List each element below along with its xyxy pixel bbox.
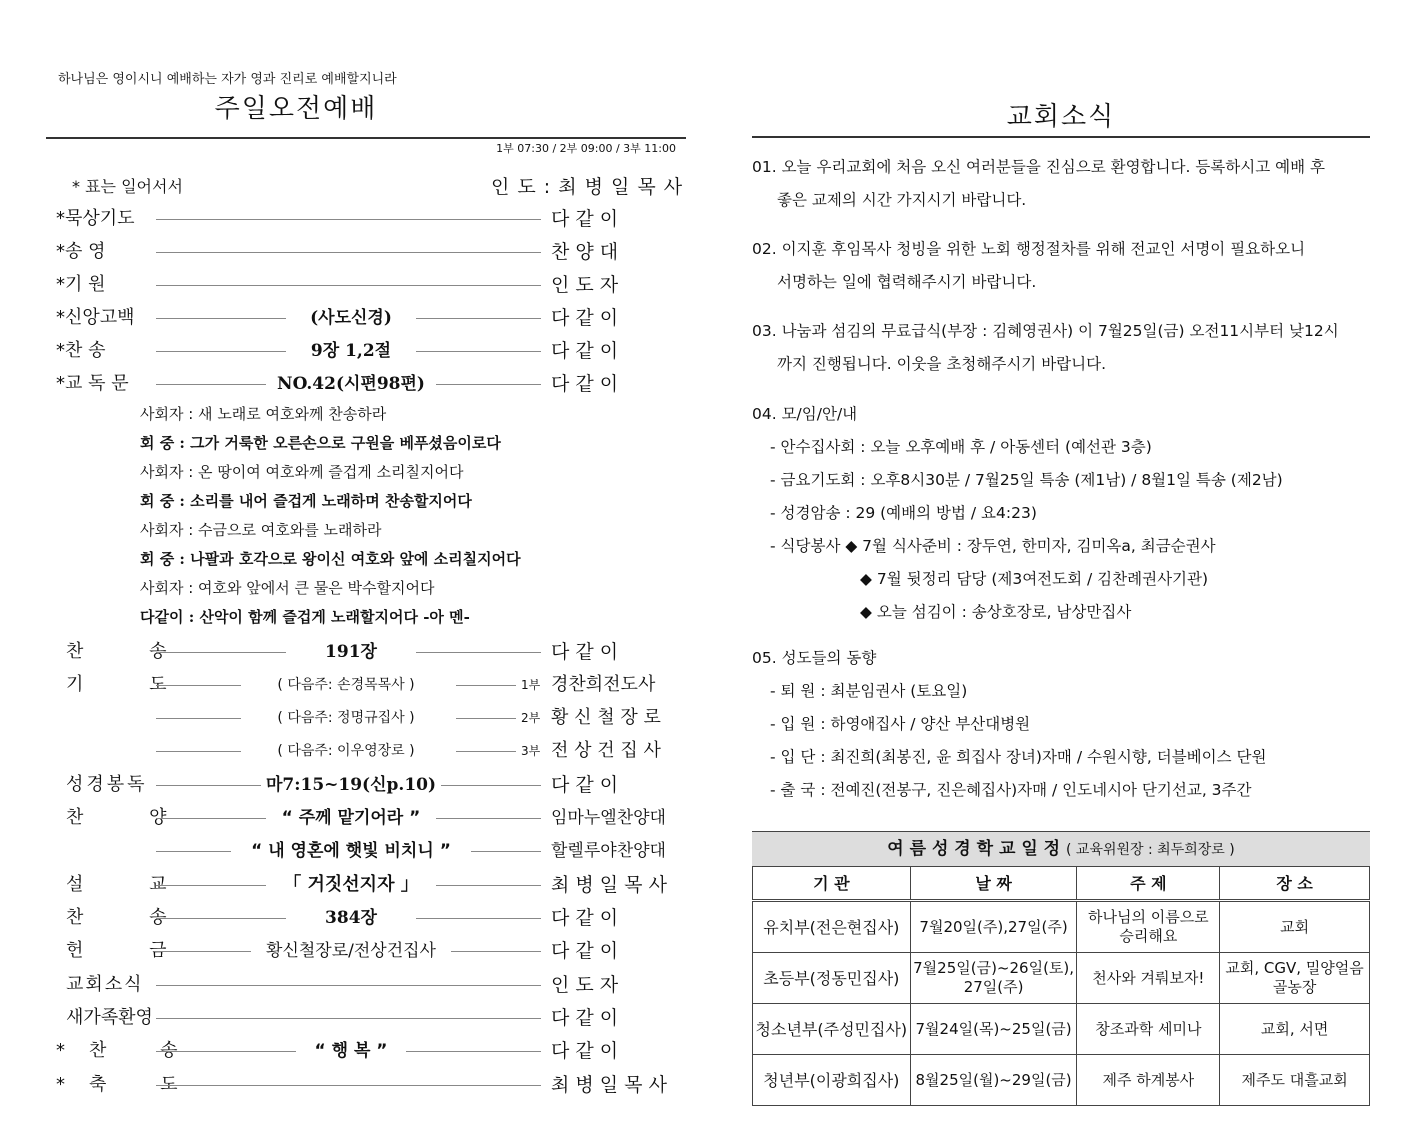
item-prayer-2: [46, 703, 686, 733]
table-cell: 제주도 대흘교회: [1220, 1055, 1370, 1106]
news-line: - 퇴 원 : 최분임권사 (토요일): [770, 682, 968, 700]
news-line: 좋은 교제의 시간 가지시기 바랍니다.: [777, 191, 1027, 209]
standing-note: * 표는 일어서서: [72, 177, 183, 196]
table-header: 날 짜: [910, 867, 1077, 901]
table-header-row: [753, 867, 1370, 901]
service-part: 1부: [521, 678, 541, 692]
news-item-3: [752, 315, 1370, 381]
leader-line: [451, 951, 541, 952]
item-label: 찬 양: [66, 807, 197, 828]
table-header: 주 제: [1077, 867, 1220, 901]
leader-line: [156, 318, 286, 319]
leader-line: [156, 652, 286, 653]
item-right: 최 병 일 목 사: [551, 1074, 667, 1096]
item-right: 다 같 이: [551, 340, 619, 362]
leader-line: [156, 818, 266, 819]
item-center: “ 행 복 ”: [314, 1041, 388, 1061]
item-center: 「 거짓선지자 」: [283, 874, 419, 895]
item-right: 다 같 이: [551, 307, 619, 329]
item-hymn-2: [46, 637, 686, 667]
news-line: - 입 단 : 최진희(최봉진, 윤 희집사 장녀)자매 / 수원시향, 더블베이스 단원: [770, 748, 1267, 766]
item-right: 인 도 자: [551, 974, 619, 996]
table-cell: 초등부(정동민집사): [753, 953, 911, 1004]
service-part: 2부: [521, 711, 541, 725]
leader-line: [156, 285, 541, 286]
leader-line: [436, 384, 541, 385]
standing-note-row: [46, 172, 686, 202]
news-line: ◆ 7월 뒷정리 담당 (제3여전도회 / 김찬례권사기관): [860, 570, 1209, 588]
table-cell: 교회, 서면: [1220, 1004, 1370, 1055]
leader-line: [156, 1051, 296, 1052]
item-center: “ 주께 맡기어라 ”: [281, 808, 421, 828]
item-center: NO.42(시편98편): [277, 374, 425, 394]
news-line: 02. 이지훈 후임목사 청빙을 위한 노회 행정절차를 위해 전교인 서명이 필요하오니: [752, 240, 1306, 258]
leader-line: [156, 985, 541, 986]
item-right: 인 도 자: [551, 274, 619, 296]
item-label: *송 영: [56, 241, 106, 262]
table-cell: 청소년부(주성민집사): [753, 1004, 911, 1055]
item-right: 다 같 이: [551, 373, 619, 395]
leader-line: [416, 652, 541, 653]
title-divider: [752, 136, 1370, 138]
item-responsive-reading: [46, 369, 686, 399]
schedule-title-bar: [752, 831, 1370, 867]
leader-line: [456, 751, 516, 752]
leader-line: [156, 718, 241, 719]
item-anthem-2: [46, 836, 686, 866]
table-cell: 천사와 겨뤄보자!: [1077, 953, 1220, 1004]
item-center: ( 다음주: 이우영장로 ): [277, 743, 415, 759]
leader-line: [156, 1085, 541, 1086]
item-doxology: [46, 237, 686, 267]
leader-line: [156, 1018, 541, 1019]
item-offering: [46, 936, 686, 966]
news-line: - 안수집사회 : 오늘 오후예배 후 / 아동센터 (예선관 3층): [770, 438, 1152, 456]
leader-line: [156, 219, 541, 220]
news-item-5: [752, 642, 1370, 807]
responsive-line: 사회자 : 여호와 앞에서 큰 물은 박수할지어다: [140, 579, 435, 597]
item-label: *찬 송: [56, 1040, 202, 1061]
item-center: 384장: [325, 908, 377, 928]
item-scripture: [46, 770, 686, 800]
item-right: 다 같 이: [551, 1007, 619, 1029]
item-church-news: [46, 970, 686, 1000]
item-right: 최 병 일 목 사: [551, 874, 667, 896]
item-hymn-1: [46, 336, 686, 366]
item-center: “ 내 영혼에 햇빛 비치니 ”: [251, 841, 451, 861]
leader-line: [156, 851, 231, 852]
responsive-line: 사회자 : 새 노래로 여호와께 찬송하라: [140, 405, 387, 423]
item-center: 마7:15~19(신p.10): [265, 775, 437, 795]
item-sermon: [46, 870, 686, 900]
table-row: [753, 1055, 1370, 1106]
item-right: 찬 양 대: [551, 241, 619, 263]
news-line: - 입 원 : 하영애집사 / 양산 부산대병원: [770, 715, 1031, 733]
item-label: 성경봉독: [66, 774, 148, 795]
item-prayer-1: [46, 670, 686, 700]
item-label: 교회소식: [66, 974, 144, 995]
item-hymn-4: [46, 1036, 686, 1066]
service-part: 3부: [521, 744, 541, 758]
service-times: 1부 07:30 / 2부 09:00 / 3부 11:00: [496, 142, 676, 155]
item-right: 다 같 이: [551, 641, 619, 663]
item-anthem-1: [46, 803, 686, 833]
item-label: *신앙고백: [56, 307, 135, 328]
responsive-line: 사회자 : 수금으로 여호와를 노래하라: [140, 521, 382, 539]
leader-line: [156, 885, 266, 886]
leader-line: [456, 718, 516, 719]
item-right: 다 같 이: [551, 1040, 619, 1062]
table-cell: 유치부(전은현집사): [753, 901, 911, 953]
item-right: 전 상 건 집 사: [551, 740, 661, 761]
item-label: 찬 송: [66, 641, 197, 662]
table-cell: 하나님의 이름으로 승리해요: [1077, 901, 1220, 953]
table-cell: 교회, CGV, 밀양얼음골농장: [1220, 953, 1370, 1004]
news-line: - 금요기도회 : 오후8시30분 / 7월25일 특송 (제1남) / 8월1일 특송 (제2남): [770, 471, 1283, 489]
leader-line: [416, 918, 541, 919]
leader-line: [156, 951, 251, 952]
schedule-table: [752, 866, 1370, 1106]
leader-line: [156, 785, 261, 786]
title-divider: [46, 137, 686, 139]
news-line: - 식당봉사 ◆ 7월 식사준비 : 장두연, 한미자, 김미옥a, 최금순권사: [770, 537, 1216, 555]
item-right: 임마누엘찬양대: [551, 808, 666, 828]
worship-title: 주일오전예배: [214, 94, 378, 124]
table-cell: 7월20일(주),27일(주): [910, 901, 1077, 953]
leader-line: [156, 751, 241, 752]
news-heading: 05. 성도들의 동향: [752, 649, 877, 667]
news-item-4: [752, 398, 1370, 629]
leader-line: [441, 785, 541, 786]
item-right: 다 같 이: [551, 774, 619, 796]
item-center: 191장: [325, 642, 377, 662]
item-silent-prayer: [46, 204, 686, 234]
item-label: *찬 송: [56, 340, 106, 361]
item-label: *축 도: [56, 1074, 202, 1095]
item-right: 다 같 이: [551, 907, 619, 929]
item-label: *기 원: [56, 274, 106, 295]
leader-line: [436, 885, 541, 886]
item-right: 경찬희전도사: [551, 674, 656, 695]
table-row: [753, 1004, 1370, 1055]
table-cell: 7월24일(목)~25일(금): [910, 1004, 1077, 1055]
item-label: *교 독 문: [56, 373, 129, 394]
item-label: 설 교: [66, 874, 197, 895]
table-cell: 제주 하계봉사: [1077, 1055, 1220, 1106]
table-cell: 8월25일(월)~29일(금): [910, 1055, 1077, 1106]
item-center: 황신철장로/전상건집사: [266, 941, 436, 961]
item-center: ( 다음주: 정명규집사 ): [277, 710, 415, 726]
item-hymn-3: [46, 903, 686, 933]
leader-line: [456, 685, 516, 686]
item-invocation: [46, 270, 686, 300]
news-title: 교회소식: [1006, 102, 1116, 132]
leader-line: [436, 818, 541, 819]
schedule-title: 여 름 성 경 학 교 일 정: [887, 839, 1061, 859]
news-line: 까지 진행됩니다. 이웃을 초청해주시기 바랍니다.: [777, 355, 1107, 373]
item-label: 기 도: [66, 674, 197, 695]
responsive-line: 회 중 : 그가 거룩한 오른손으로 구원을 베푸셨음이로다: [140, 434, 501, 452]
leader: 인 도 : 최 병 일 목 사: [491, 176, 683, 198]
news-heading: 04. 모/임/안/내: [752, 405, 858, 423]
item-newcomer-welcome: [46, 1003, 686, 1033]
item-right: 황 신 철 장 로: [551, 707, 661, 728]
responsive-line: 회 중 : 나팔과 호각으로 왕이신 여호와 앞에 소리칠지어다: [140, 550, 521, 568]
news-line: 서명하는 일에 협력해주시기 바랍니다.: [777, 273, 1037, 291]
item-right: 다 같 이: [551, 208, 619, 230]
leader-line: [156, 685, 241, 686]
item-right: 할렐루야찬양대: [551, 841, 666, 861]
table-cell: 7월25일(금)~26일(토), 27일(주): [910, 953, 1077, 1004]
schedule-subtitle: ( 교육위원장 : 최두희장로 ): [1066, 842, 1235, 858]
table-row: [753, 901, 1370, 953]
responsive-line: 다같이 : 산악이 함께 즐겁게 노래할지어다 -아 멘-: [140, 608, 470, 626]
leader-line: [416, 351, 541, 352]
news-line: 03. 나눔과 섬김의 무료급식(부장 : 김혜영권사) 이 7월25일(금) 오전11시부터 낮12시: [752, 322, 1339, 340]
item-center: ( 다음주: 손경목목사 ): [277, 677, 415, 693]
table-cell: 청년부(이광희집사): [753, 1055, 911, 1106]
item-right: 다 같 이: [551, 940, 619, 962]
leader-line: [156, 918, 286, 919]
responsive-line: 사회자 : 온 땅이여 여호와께 즐겁게 소리칠지어다: [140, 463, 464, 481]
news-item-1: [752, 151, 1370, 217]
item-label: *묵상기도: [56, 208, 135, 229]
item-center: (사도신경): [310, 308, 392, 328]
responsive-line: 회 중 : 소리를 내어 즐겁게 노래하며 찬송할지어다: [140, 492, 472, 510]
leader-line: [156, 252, 541, 253]
item-prayer-3: [46, 736, 686, 766]
table-cell: 교회: [1220, 901, 1370, 953]
table-cell: 창조과학 세미나: [1077, 1004, 1220, 1055]
news-line: - 출 국 : 전예진(전봉구, 진은혜집사)자매 / 인도네시아 단기선교, 3주간: [770, 781, 1252, 799]
item-label: 새가족환영: [66, 1007, 153, 1028]
item-center: 9장 1,2절: [310, 341, 392, 361]
leader-line: [406, 1051, 541, 1052]
header-verse: 하나님은 영이시니 예배하는 자가 영과 진리로 예배할지니라: [58, 72, 397, 87]
worship-order-panel: [46, 60, 686, 1130]
item-creed: [46, 303, 686, 333]
leader-line: [156, 384, 266, 385]
leader-line: [156, 351, 286, 352]
table-header: 기 관: [753, 867, 911, 901]
news-line: ◆ 오늘 섬김이 : 송상호장로, 남상만집사: [860, 603, 1132, 621]
item-benediction: [46, 1070, 686, 1100]
leader-line: [416, 318, 541, 319]
item-label: 헌 금: [66, 940, 197, 961]
item-label: 찬 송: [66, 907, 197, 928]
table-row: [753, 953, 1370, 1004]
news-line: - 성경암송 : 29 (예배의 방법 / 요4:23): [770, 504, 1037, 522]
news-line: 01. 오늘 우리교회에 처음 오신 여러분들을 진심으로 환영합니다. 등록하시고 예배 후: [752, 158, 1325, 176]
church-news-panel: [752, 60, 1370, 1120]
leader-line: [471, 851, 541, 852]
table-header: 장 소: [1220, 867, 1370, 901]
news-item-2: [752, 233, 1370, 299]
